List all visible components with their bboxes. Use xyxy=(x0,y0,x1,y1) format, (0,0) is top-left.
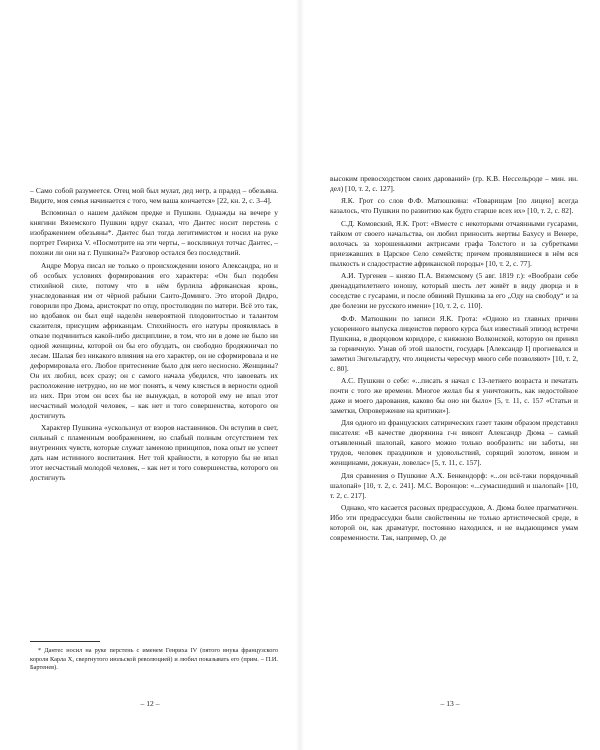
right-page-text xyxy=(330,174,578,546)
paragraph: Андре Моруа писал не только о происхождении юного Александра, но и об особых условиях формирования его характера: «Он был подобен стихийной силе, потому что в нём бурлила африканская кровь, унаследованная им от чёрной рабыни Санто-Доминго. Это второй Дидро, говорили про Дюма, аристократ по отцу, простолюдин по матери. Всё это так, но вдобавок он был ещё наделён невероятной плодовитостью и талантом сказителя, присущим африканцам. Стихийность его натуры проявлялась в отказе подчиниться какой-либо дисциплине, в том, что ни в доме не было ни одной женщины, которой он бы его обуздать, он свободно бродяжничал по лесам. Шалая без никакого влияния на его характер, он не сформировала и не деформировала его. Любое притеснение было для него несносно. Женщины? Он их любил, всех сразу; он с самого начала убедился, что завоевать их расположение нетрудно, но не мог понять, к чему клясться в верности одной из них. При этом он всех бы не вынуждал, в которой ему не впал этот несчастный молодой человек, – как нет и того совершенства, которого он достигнуть xyxy=(30,260,278,420)
paragraph: Вспоминал о нашем далёком предке и Пушкин. Однажды на вечере у княгини Вяземского Пушкин вдруг сказал, что Дантес носит перстень с изображением обезьяны*. Дантес был тогда легитимистом и носил на руке портрет Генриха V. «Посмотрите на эти черты, – воскликнул тотчас Дантес, – похожи ли они на г. Пушкина?» Разговор остался без последствий. xyxy=(30,208,278,258)
paragraph: Однако, что касается расовых предрассудков, А. Дюма более прагматичен. Ибо эти предрассудки были свойственны не только артистической среде, в которой он, как драматург, постоянно находился, и не выдающимся умам современности. Так, например, О. де xyxy=(330,503,578,543)
footnote: * Дантес носил на руке перстень с именем Генриха IV (пятого внука французского короля Карла X, свергнутого июльской революцией) и любил показывать его (прим. – П.И. Бартенев). xyxy=(30,647,278,672)
paragraph: Я.К. Грот со слов Ф.Ф. Матюшкина: «Товарищам [по лицею] всегда казалось, что Пушкин по развитию как будто старше всех их» [10, т. 2, с. 82]. xyxy=(330,196,578,216)
paragraph: Для одного из французских сатирических газет таким образом представил писателя: «В качестве дворянина г-н виконт Александр Дюма – самый отъявленный шалопай, какого можно только вообразить: ни заботы, ни трудов, человек праздников и удовольствий, сорящий золотом, вином и женщинами, докжуан, ловелас» [5, т. 11, с. 157]. xyxy=(330,418,578,468)
page-number: – 12 – xyxy=(140,699,160,708)
paragraph: – Само собой разумеется. Отец мой был мулат, дед негр, а прадед – обезьяна. Видите, моя семья начинается с того, чем ваша кончается» [22, кн. 2, с. 3–4]. xyxy=(30,186,278,205)
footnote-rule xyxy=(30,641,100,642)
right-page xyxy=(300,0,600,750)
paragraph: Для сравнения о Пушкине А.Х. Бенкендорф: «...он всё-таки порядочный шалопай» [10, т. 2, с. 241]. М.С. Воронцов: «...сумасшедший и шалопай» [10, т. 2, с. 217]. xyxy=(330,470,578,500)
paragraph: Ф.Ф. Матюшкин по записи Я.К. Грота: «Одною из главных причин ускоренного выпуска лицеистов первого курса был известный эпизод встречи Пушкина, в дворцовом коридоре, с княжною Волконской, которую он принял за горничную. Узнав об этой шалости, государь [Александр I] прогневался и заметил Энгельгардту, что лицеисты чересчур много себе позволяют» [10, т. 2, с. 80]. xyxy=(330,313,578,373)
paragraph: Характер Пушкина «ускользнул от взоров наставников. Он вступив в свет, сильный с пламенным воображением, но слабый полным отсутствием тех внутренних чувств, которые служат заменою принципов, пока опыт не успеет дать нам истинного воспитания. Нет той крайности, в которую бы не впал этот несчастный молодой человек, – как нет и того совершенства, которого он достигнуть xyxy=(30,423,278,483)
footnote-block xyxy=(30,641,278,673)
page-number: – 13 – xyxy=(440,699,460,708)
paragraph: С.Д. Комовский, Я.К. Грот: «Вместе с некоторыми отчаянными гусарами, тайком от своего начальства, он любил приносить жертвы Бахусу и Венере, волочась за хорошенькими актрисами графа Толстого и за субретками приезжавших в Царское Село семейств; причем проявлявшиеся в нём вся пылкость и сладострастие африканской породы» [10, т. 2, с. 77]. xyxy=(330,218,578,268)
paragraph: А.И. Тургенев – князю П.А. Вяземскому (5 авг. 1819 г.): «Вообрази себе двенадцатилетнего юношу, который шесть лет живёт в виду дворца и в соседстве с гусарами, и после обвиняй Пушкина за его „Оду на свободу“ и за две болезни не русского имени» [10, т. 2, с. 110]. xyxy=(330,271,578,311)
left-page-text xyxy=(30,186,278,486)
paragraph: высоким превосходством своих дарований» (гр. К.В. Нессельроде – мин. ин. дел) [10, т. 2, с. 127]. xyxy=(330,174,578,193)
paragraph: А.С. Пушкин о себе: «...писать я начал с 13-летнего возраста и печатать почти с того же времени. Многое желал бы я уничтожить, как недостойное даже и моего дарования, каково бы оно ни было» [5, т. 11, с. 157 «Статьи и заметки, Опровержение на критики»]. xyxy=(330,375,578,415)
